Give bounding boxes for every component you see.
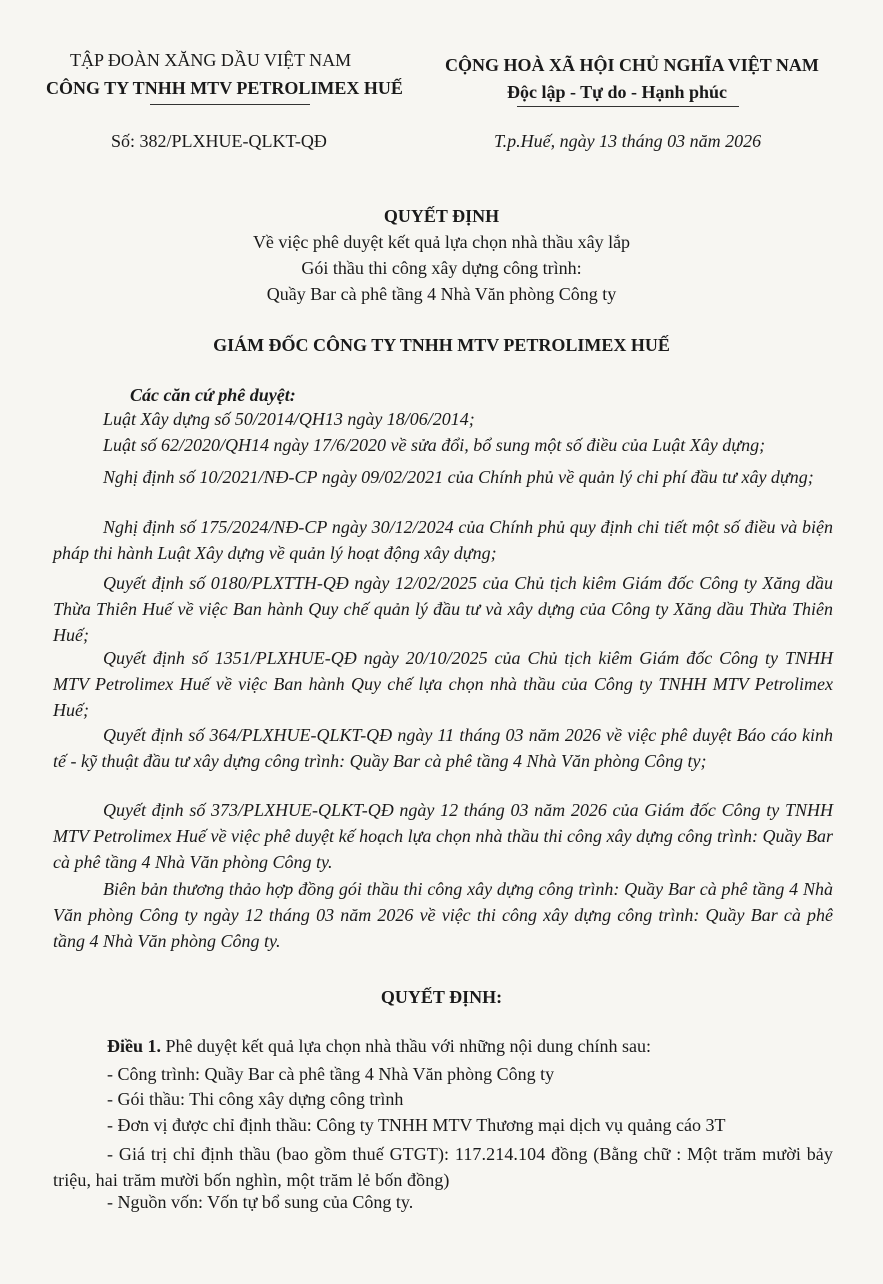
basis-item: Nghị định số 10/2021/NĐ-CP ngày 09/02/2021 của Chính phủ về quản lý chi phí đầu tư xây dựng; bbox=[103, 467, 814, 487]
basis-item: Quyết định số 1351/PLXHUE-QĐ ngày 20/10/2025 của Chủ tịch kiêm Giám đốc Công ty TNHH MTV Petrolimex Huế về việc Ban hành Quy chế lựa chọn nhà thầu của Công ty TNHH MTV Petrolimex Huế; bbox=[53, 648, 833, 720]
basis-item: Quyết định số 373/PLXHUE-QLKT-QĐ ngày 12 tháng 03 năm 2026 của Giám đốc Công ty TNHH MTV Petrolimex Huế về việc phê duyệt kế hoạch lựa chọn nhà thầu thi công xây dựng công trình: Quầy Bar cà phê tầng 4 Nhà Văn phòng Công ty. bbox=[53, 800, 833, 872]
article-1-intro: Phê duyệt kết quả lựa chọn nhà thầu với những nội dung chính sau: bbox=[165, 1036, 651, 1056]
document-number: Số: 382/PLXHUE-QLKT-QĐ bbox=[111, 131, 327, 151]
title-line-3: Quầy Bar cà phê tầng 4 Nhà Văn phòng Công ty bbox=[266, 284, 617, 304]
bases-heading: Các căn cứ phê duyệt: bbox=[130, 385, 296, 405]
basis-item: Quyết định số 364/PLXHUE-QLKT-QĐ ngày 11 tháng 03 năm 2026 về việc phê duyệt Báo cáo kinh tế - kỹ thuật đầu tư xây dựng công trình: Quầy Bar cà phê tầng 4 Nhà Văn phòng Công ty; bbox=[53, 725, 833, 771]
basis-item: Biên bản thương thảo hợp đồng gói thầu thi công xây dựng công trình: Quầy Bar cà phê tầng 4 Nhà Văn phòng Công ty ngày 12 tháng 03 năm 2026 về việc thi công xây dựng công trình: Quầy Bar cà phê tầng 4 Nhà Văn phòng Công ty. bbox=[53, 879, 833, 951]
place-date: T.p.Huế, ngày 13 tháng 03 năm 2026 bbox=[494, 131, 762, 151]
title-line-1: Về việc phê duyệt kết quả lựa chọn nhà thầu xây lắp bbox=[252, 232, 631, 252]
article-item: - Giá trị chỉ định thầu (bao gồm thuế GTGT): 117.214.104 đồng (Bằng chữ : Một trăm mười bảy triệu, hai trăm mười bốn nghìn, một trăm lẻ bốn đồng) bbox=[53, 1144, 833, 1190]
basis-item: Luật Xây dựng số 50/2014/QH13 ngày 18/06/2014; bbox=[103, 409, 475, 429]
article-item: - Công trình: Quầy Bar cà phê tầng 4 Nhà Văn phòng Công ty bbox=[107, 1064, 555, 1084]
basis-item: Nghị định số 175/2024/NĐ-CP ngày 30/12/2024 của Chính phủ quy định chi tiết một số điều và biện pháp thi hành Luật Xây dựng về quản lý hoạt động xây dựng; bbox=[53, 517, 833, 563]
org-name: CÔNG TY TNHH MTV PETROLIMEX HUẾ bbox=[46, 78, 403, 98]
basis-item: Luật số 62/2020/QH14 ngày 17/6/2020 về sửa đổi, bổ sung một số điều của Luật Xây dựng; bbox=[103, 435, 766, 455]
title-line-2: Gói thầu thi công xây dựng công trình: bbox=[301, 258, 582, 278]
motto-underline bbox=[517, 106, 739, 107]
issuing-authority: GIÁM ĐỐC CÔNG TY TNHH MTV PETROLIMEX HUẾ bbox=[213, 335, 670, 355]
national-motto: Độc lập - Tự do - Hạnh phúc bbox=[507, 82, 728, 102]
article-item: - Nguồn vốn: Vốn tự bổ sung của Công ty. bbox=[107, 1192, 414, 1212]
org-underline bbox=[150, 104, 310, 105]
decision-heading: QUYẾT ĐỊNH: bbox=[380, 987, 503, 1007]
article-item: - Đơn vị được chỉ định thầu: Công ty TNHH MTV Thương mại dịch vụ quảng cáo 3T bbox=[107, 1115, 726, 1135]
org-parent: TẬP ĐOÀN XĂNG DẦU VIỆT NAM bbox=[70, 50, 352, 70]
basis-item: Quyết định số 0180/PLXTTH-QĐ ngày 12/02/2025 của Chủ tịch kiêm Giám đốc Công ty Xăng dầu Thừa Thiên Huế về việc Ban hành Quy chế quản lý đầu tư và xây dựng của Công ty Xăng dầu Thừa Thiên Huế; bbox=[53, 573, 833, 645]
article-item: - Gói thầu: Thi công xây dựng công trình bbox=[107, 1089, 404, 1109]
article-1 bbox=[107, 1036, 651, 1057]
article-1-label: Điều 1. bbox=[107, 1036, 161, 1056]
country-name: CỘNG HOÀ XÃ HỘI CHỦ NGHĨA VIỆT NAM bbox=[445, 55, 819, 75]
decision-title: QUYẾT ĐỊNH bbox=[383, 206, 500, 226]
